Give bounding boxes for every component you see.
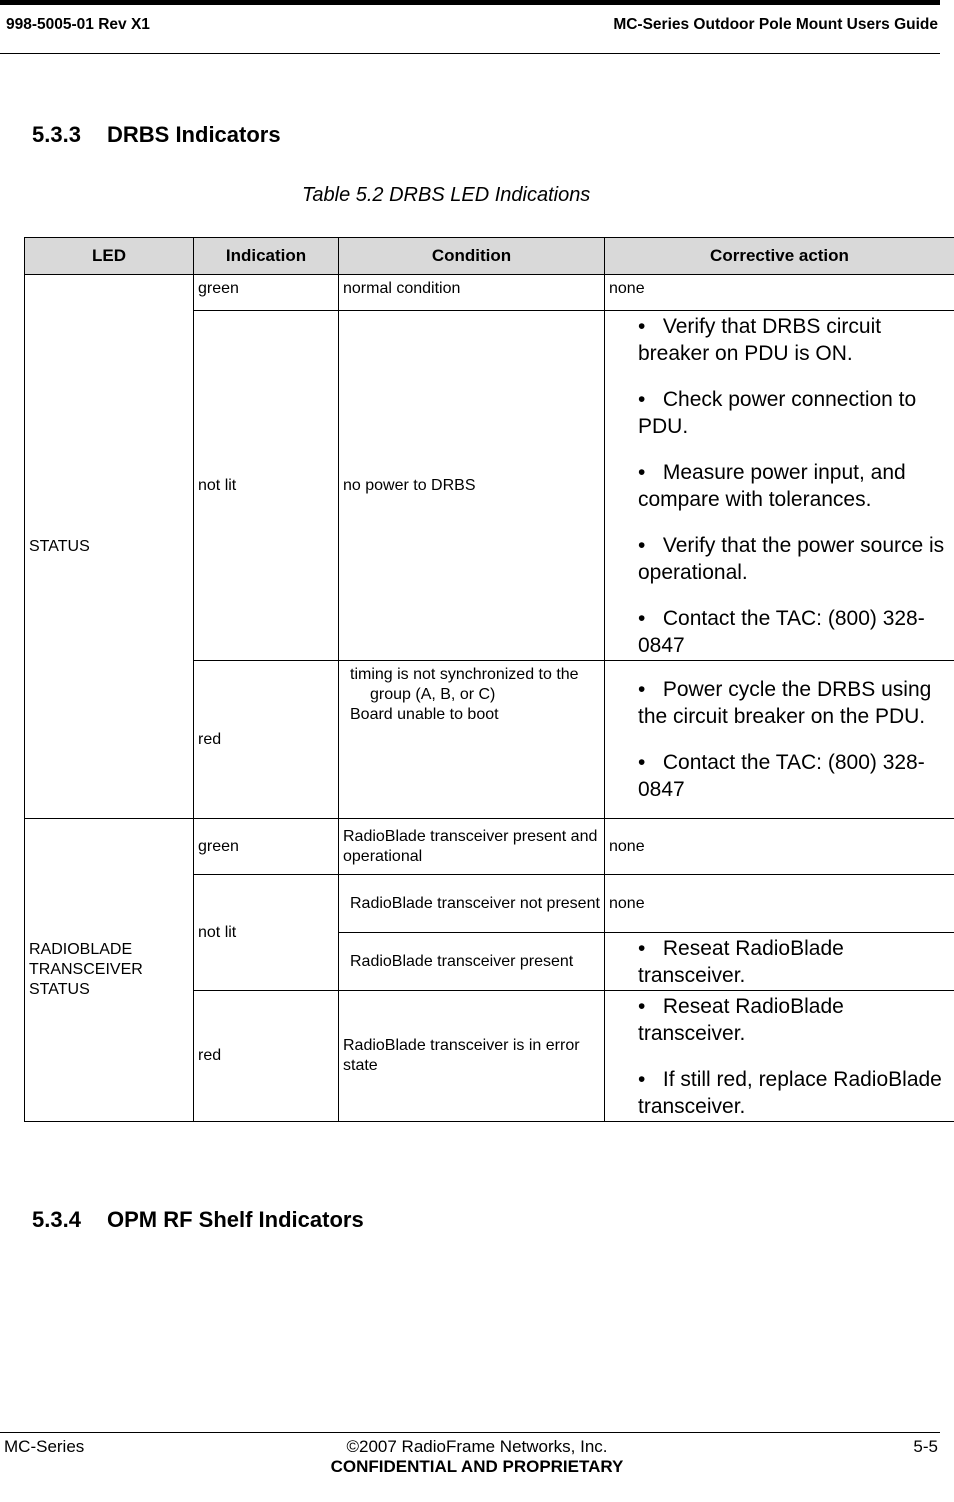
section-heading-drbs — [32, 122, 281, 148]
action-cell — [605, 661, 954, 819]
header-top-rule — [0, 0, 940, 5]
condition-line: timing is not synchronized to the group (A, B, or C) — [350, 666, 579, 703]
section-number: 5.3.3 — [32, 122, 81, 147]
indication-cell: green — [194, 275, 339, 311]
action-cell: none — [605, 875, 954, 933]
led-cell-status: STATUS — [25, 275, 194, 819]
footer-confidential: CONFIDENTIAL AND PROPRIETARY — [330, 1457, 624, 1476]
action-item: • Power cycle the DRBS using the circuit breaker on the PDU. — [638, 678, 932, 728]
condition-cell: RadioBlade transceiver is in error state — [339, 991, 605, 1122]
indication-cell: red — [194, 661, 339, 819]
section-title: OPM RF Shelf Indicators — [107, 1207, 364, 1232]
condition-cell: no power to DRBS — [339, 311, 605, 661]
table-row — [25, 275, 954, 311]
action-item: • Verify that DRBS circuit breaker on PDU is ON. — [638, 314, 882, 365]
indication-cell: not lit — [194, 311, 339, 661]
condition-cell: RadioBlade transceiver present — [339, 933, 605, 991]
table-header-row — [25, 238, 954, 275]
condition-cell — [339, 661, 605, 819]
condition-cell: RadioBlade transceiver not present — [339, 875, 605, 933]
action-item: • Contact the TAC: (800) 328-0847 — [638, 606, 925, 657]
drbs-led-table — [24, 237, 954, 1122]
col-header-led: LED — [25, 238, 194, 275]
condition-cell: normal condition — [339, 275, 605, 311]
section-title: DRBS Indicators — [107, 122, 281, 147]
page-number: 5-5 — [913, 1437, 938, 1456]
action-cell — [605, 991, 954, 1122]
col-header-indication: Indication — [194, 238, 339, 275]
indication-cell: green — [194, 819, 339, 875]
action-item: • If still red, replace RadioBlade transceiver. — [638, 1067, 942, 1118]
action-item: • Verify that the power source is operational. — [638, 533, 945, 584]
doc-number: 998-5005-01 Rev X1 — [6, 16, 150, 33]
header-rule — [0, 53, 940, 54]
indication-cell: not lit — [194, 875, 339, 991]
guide-title: MC-Series Outdoor Pole Mount Users Guide — [613, 16, 938, 33]
footer-rule — [0, 1432, 940, 1433]
led-cell-radioblade: RADIOBLADE TRANSCEIVER STATUS — [25, 819, 194, 1122]
action-cell: none — [605, 275, 954, 311]
col-header-corrective-action: Corrective action — [605, 238, 954, 275]
action-cell — [605, 311, 954, 661]
indication-cell: red — [194, 991, 339, 1122]
footer-copyright: ©2007 RadioFrame Networks, Inc. — [346, 1437, 608, 1456]
condition-line: Board unable to boot — [350, 706, 499, 723]
action-item: • Check power connection to PDU. — [638, 387, 917, 438]
condition-cell: RadioBlade transceiver present and operational — [339, 819, 605, 875]
section-heading-opm-rf-shelf — [32, 1207, 364, 1233]
action-item: • Reseat RadioBlade transceiver. — [638, 994, 844, 1045]
action-cell — [605, 933, 954, 991]
section-number: 5.3.4 — [32, 1207, 81, 1232]
footer-center — [0, 1437, 954, 1477]
table-row — [25, 819, 954, 875]
footer-product: MC-Series — [4, 1437, 85, 1456]
action-item: • Contact the TAC: (800) 328-0847 — [638, 751, 925, 801]
col-header-condition: Condition — [339, 238, 605, 275]
action-item: • Reseat RadioBlade transceiver. — [638, 936, 844, 987]
action-cell: none — [605, 819, 954, 875]
table-caption: Table 5.2 DRBS LED Indications — [302, 184, 591, 206]
action-item: • Measure power input, and compare with tolerances. — [638, 460, 906, 511]
